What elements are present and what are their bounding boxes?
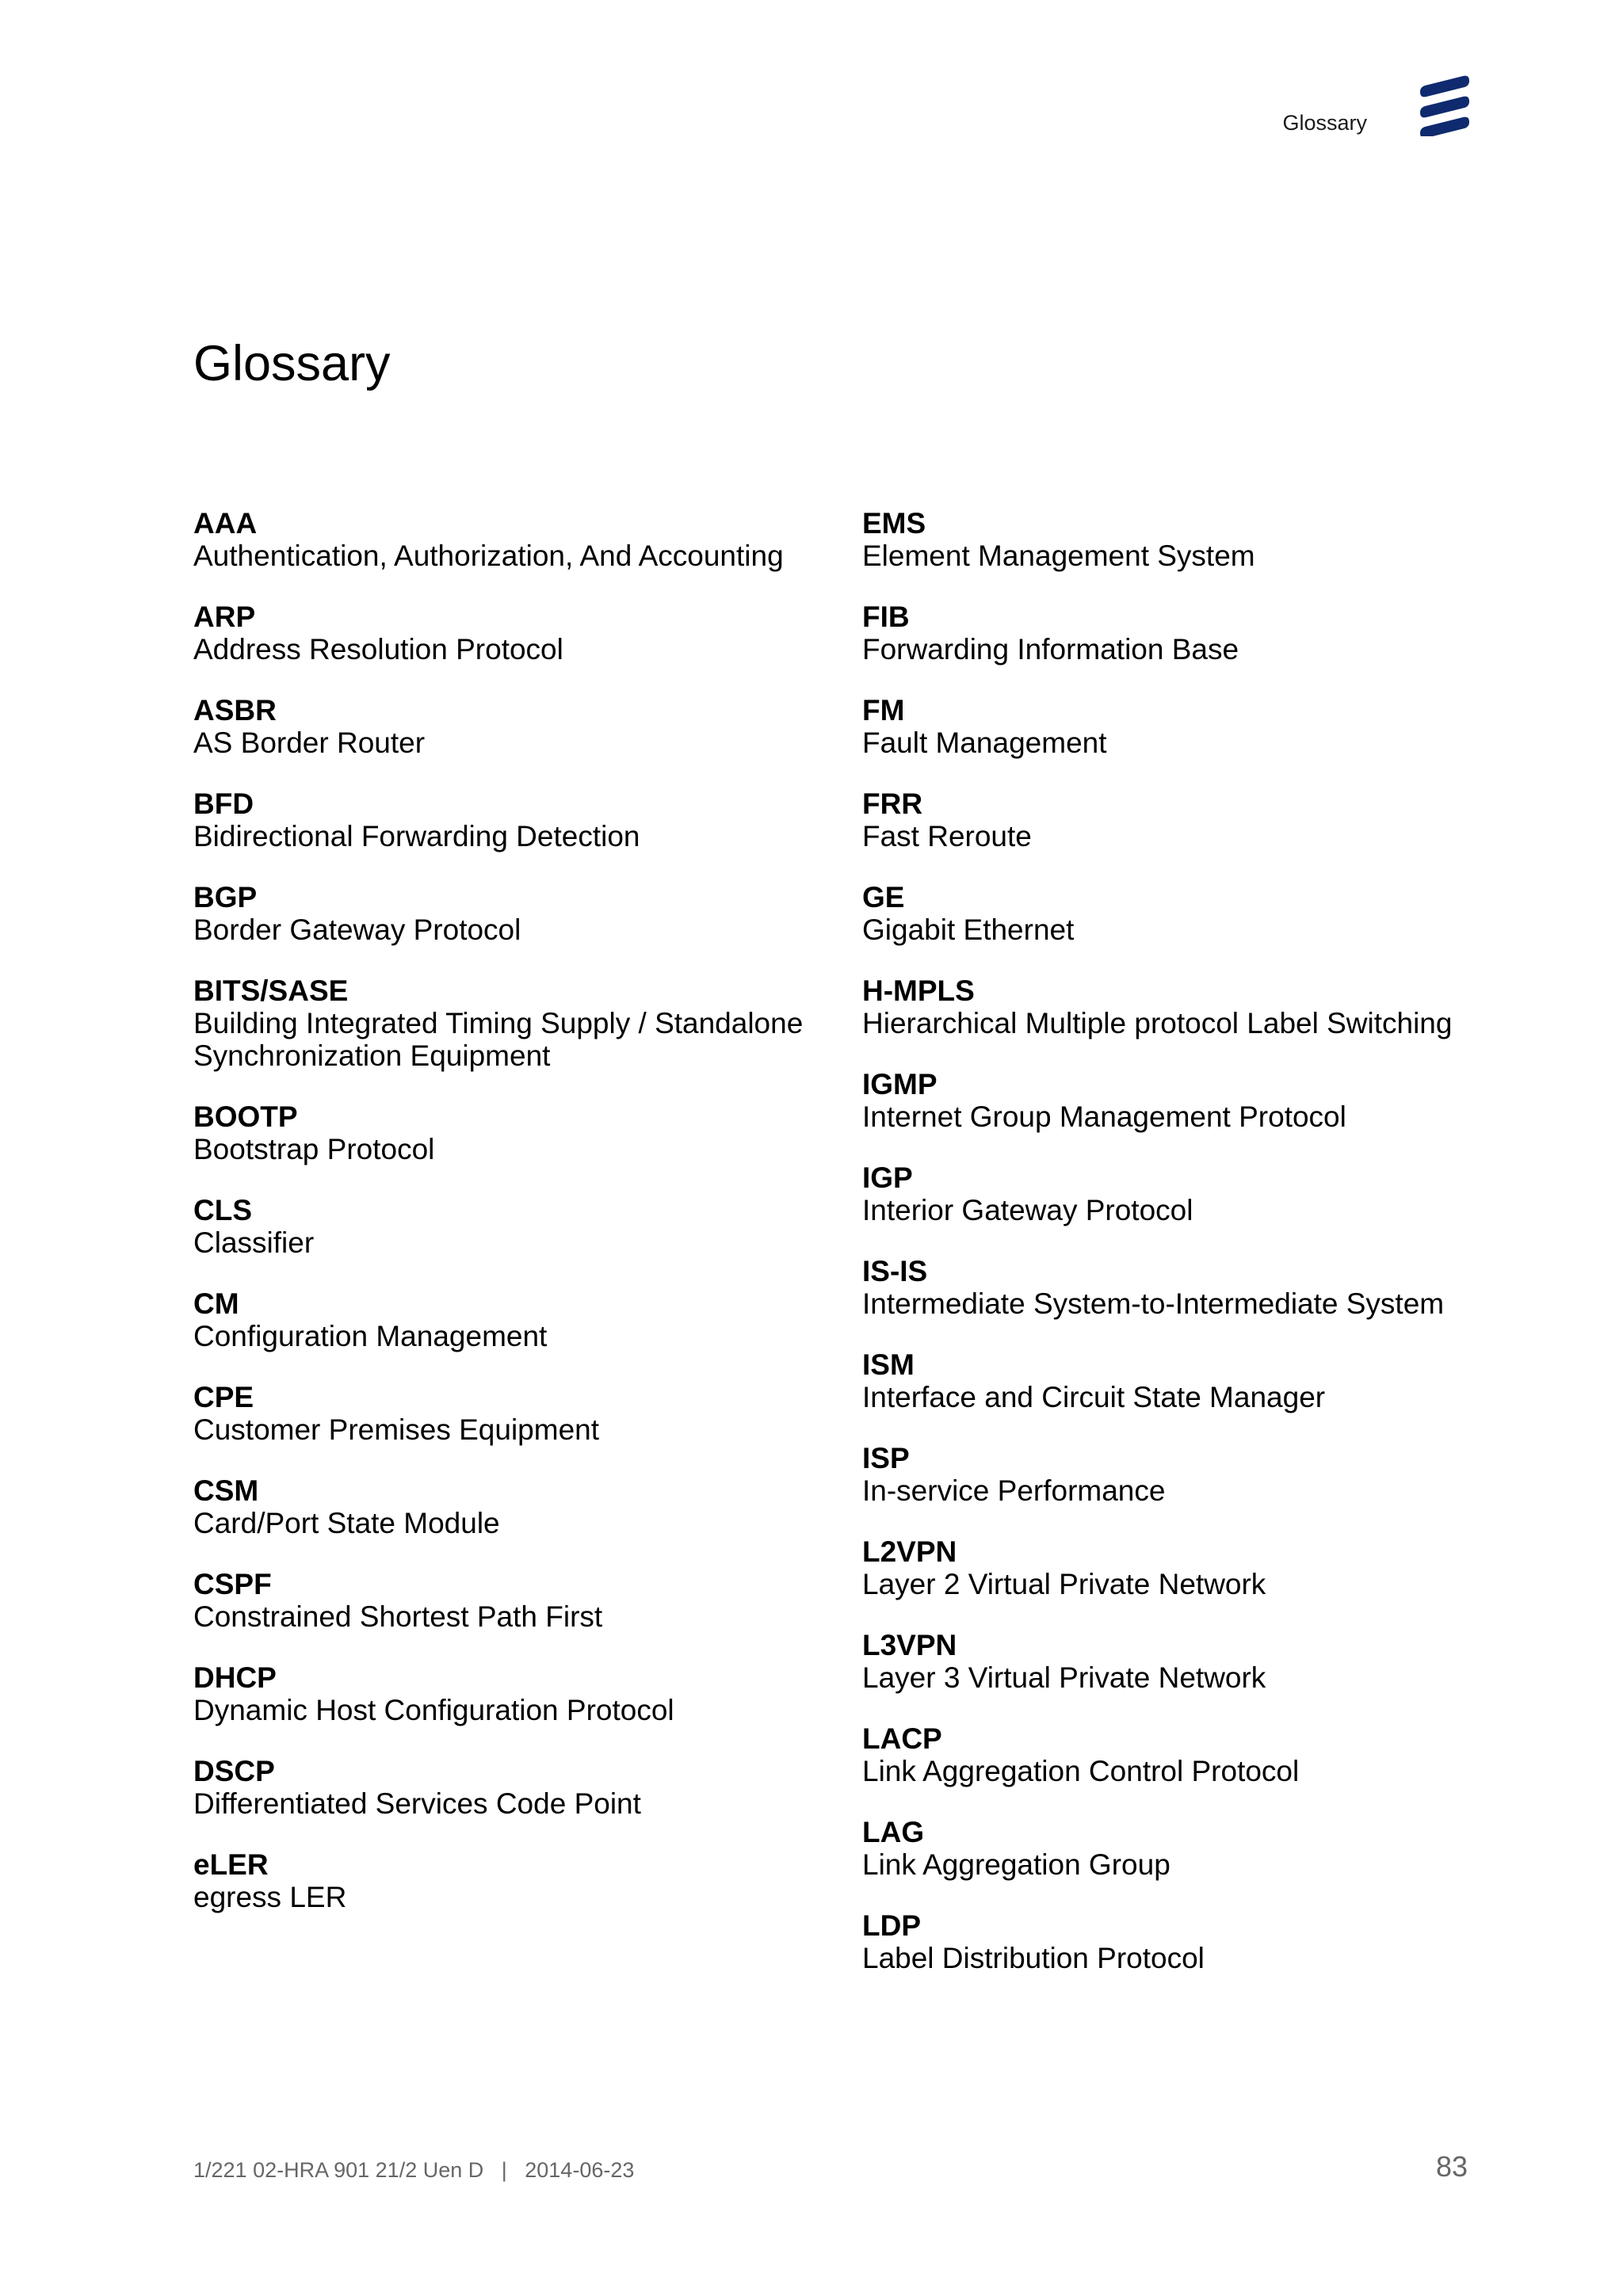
glossary-term: EMS bbox=[862, 507, 926, 540]
glossary-term: LACP bbox=[862, 1722, 942, 1755]
glossary-term: DHCP bbox=[193, 1661, 277, 1694]
glossary-entry bbox=[862, 1722, 1496, 1787]
glossary-term: FRR bbox=[862, 788, 923, 820]
glossary-definition: In-service Performance bbox=[862, 1474, 1166, 1507]
glossary-entry bbox=[862, 1068, 1496, 1133]
glossary-entry bbox=[862, 1535, 1496, 1600]
glossary-entry bbox=[193, 507, 827, 572]
glossary-entry bbox=[193, 881, 827, 946]
glossary-definition: Element Management System bbox=[862, 540, 1255, 572]
glossary-entry bbox=[862, 881, 1496, 946]
glossary-definition: Building Integrated Timing Supply / Standalone Synchronization Equipment bbox=[193, 1007, 804, 1072]
glossary-entry bbox=[862, 1348, 1496, 1413]
glossary-entry bbox=[862, 694, 1496, 759]
ericsson-logo-icon bbox=[1420, 74, 1471, 136]
glossary-term: FIB bbox=[862, 601, 910, 633]
glossary-definition: Bootstrap Protocol bbox=[193, 1133, 435, 1165]
glossary-column-right bbox=[862, 507, 1496, 2003]
glossary-term: DSCP bbox=[193, 1755, 275, 1787]
glossary-term: ARP bbox=[193, 601, 256, 633]
glossary-column-left bbox=[193, 507, 827, 1942]
glossary-term: H-MPLS bbox=[862, 974, 975, 1007]
glossary-definition: AS Border Router bbox=[193, 727, 426, 759]
glossary-term: L2VPN bbox=[862, 1535, 957, 1568]
glossary-definition: Fast Reroute bbox=[862, 820, 1032, 852]
glossary-entry bbox=[862, 1629, 1496, 1694]
glossary-entry bbox=[193, 788, 827, 852]
glossary-definition: Border Gateway Protocol bbox=[193, 913, 521, 946]
page-title: Glossary bbox=[193, 336, 391, 391]
glossary-definition: Fault Management bbox=[862, 727, 1107, 759]
glossary-entry bbox=[193, 1848, 827, 1913]
glossary-entry bbox=[193, 1661, 827, 1726]
glossary-definition: Layer 2 Virtual Private Network bbox=[862, 1568, 1266, 1600]
glossary-term: IGMP bbox=[862, 1068, 938, 1100]
glossary-entry bbox=[862, 507, 1496, 572]
glossary-term: AAA bbox=[193, 507, 258, 540]
glossary-term: BGP bbox=[193, 881, 258, 913]
glossary-term: L3VPN bbox=[862, 1629, 957, 1661]
glossary-term: IGP bbox=[862, 1161, 913, 1194]
glossary-definition: Card/Port State Module bbox=[193, 1507, 500, 1539]
glossary-entry bbox=[862, 1442, 1496, 1507]
glossary-entry bbox=[862, 974, 1496, 1039]
glossary-definition: Dynamic Host Configuration Protocol bbox=[193, 1694, 674, 1726]
glossary-definition: Bidirectional Forwarding Detection bbox=[193, 820, 640, 852]
glossary-definition: Differentiated Services Code Point bbox=[193, 1787, 641, 1820]
glossary-definition: Interface and Circuit State Manager bbox=[862, 1381, 1326, 1413]
glossary-definition: Authentication, Authorization, And Accounting bbox=[193, 540, 784, 572]
glossary-definition: Interior Gateway Protocol bbox=[862, 1194, 1193, 1226]
glossary-entry bbox=[862, 1255, 1496, 1320]
glossary-entry bbox=[193, 1194, 827, 1259]
glossary-entry bbox=[193, 1755, 827, 1820]
glossary-definition: Link Aggregation Control Protocol bbox=[862, 1755, 1300, 1787]
glossary-entry bbox=[862, 788, 1496, 852]
glossary-entry bbox=[193, 1568, 827, 1633]
glossary-term: eLER bbox=[193, 1848, 269, 1881]
glossary-entry bbox=[193, 1474, 827, 1539]
glossary-definition: Customer Premises Equipment bbox=[193, 1413, 600, 1446]
glossary-term: FM bbox=[862, 694, 905, 727]
glossary-entry bbox=[862, 1909, 1496, 1974]
glossary-definition: Label Distribution Protocol bbox=[862, 1942, 1205, 1974]
glossary-entry bbox=[193, 1287, 827, 1352]
glossary-term: ISP bbox=[862, 1442, 910, 1474]
glossary-definition: Address Resolution Protocol bbox=[193, 633, 563, 666]
glossary-definition: Forwarding Information Base bbox=[862, 633, 1239, 666]
glossary-definition: Link Aggregation Group bbox=[862, 1848, 1170, 1881]
glossary-definition: Hierarchical Multiple protocol Label Switching bbox=[862, 1007, 1453, 1039]
glossary-entry bbox=[193, 1381, 827, 1446]
glossary-term: CSPF bbox=[193, 1568, 272, 1600]
document-reference: 1/221 02-HRA 901 21/2 Uen D | 2014-06-23 bbox=[193, 2158, 635, 2182]
glossary-definition: Intermediate System-to-Intermediate System bbox=[862, 1287, 1445, 1320]
glossary-definition: Internet Group Management Protocol bbox=[862, 1100, 1346, 1133]
glossary-term: CM bbox=[193, 1287, 239, 1320]
glossary-term: BFD bbox=[193, 788, 254, 820]
glossary-definition: Layer 3 Virtual Private Network bbox=[862, 1661, 1266, 1694]
glossary-definition: Classifier bbox=[193, 1226, 315, 1259]
page-number: 83 bbox=[1435, 2150, 1468, 2183]
glossary-term: ASBR bbox=[193, 694, 277, 727]
glossary-entry bbox=[862, 1816, 1496, 1881]
glossary-entry bbox=[193, 694, 827, 759]
glossary-term: BITS/SASE bbox=[193, 974, 349, 1007]
glossary-entry bbox=[193, 1100, 827, 1165]
glossary-term: ISM bbox=[862, 1348, 915, 1381]
glossary-term: LDP bbox=[862, 1909, 921, 1942]
glossary-term: CPE bbox=[193, 1381, 254, 1413]
glossary-definition: Constrained Shortest Path First bbox=[193, 1600, 603, 1633]
glossary-entry bbox=[193, 974, 827, 1072]
running-header: Glossary bbox=[1282, 111, 1367, 135]
glossary-entry bbox=[862, 601, 1496, 666]
glossary-definition: Gigabit Ethernet bbox=[862, 913, 1075, 946]
glossary-definition: Configuration Management bbox=[193, 1320, 548, 1352]
glossary-term: CSM bbox=[193, 1474, 259, 1507]
glossary-term: CLS bbox=[193, 1194, 252, 1226]
glossary-term: BOOTP bbox=[193, 1100, 298, 1133]
glossary-term: GE bbox=[862, 881, 905, 913]
glossary-definition: egress LER bbox=[193, 1881, 347, 1913]
glossary-entry bbox=[862, 1161, 1496, 1226]
glossary-entry bbox=[193, 601, 827, 666]
glossary-term: LAG bbox=[862, 1816, 925, 1848]
glossary-term: IS-IS bbox=[862, 1255, 928, 1287]
